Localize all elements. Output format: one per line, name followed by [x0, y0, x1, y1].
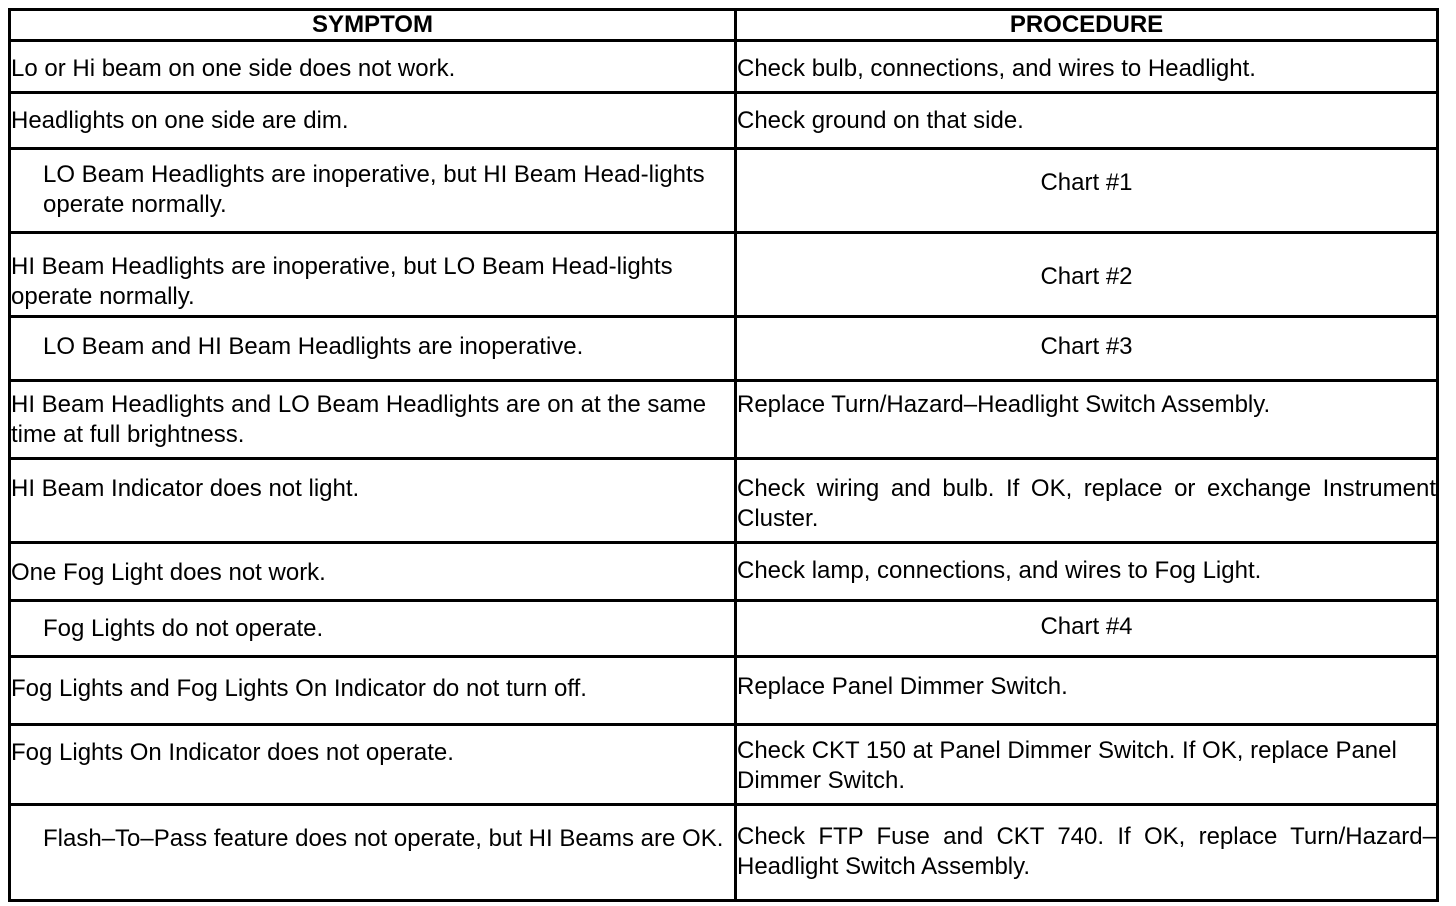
symptom-cell: One Fog Light does not work.	[10, 543, 736, 601]
symptom-cell: Fog Lights and Fog Lights On Indicator do not turn off.	[10, 657, 736, 725]
procedure-cell: Check FTP Fuse and CKT 740. If OK, replace Turn/Hazard–Headlight Switch Assembly.	[736, 805, 1438, 901]
table-row	[10, 317, 1438, 381]
table-row	[10, 805, 1438, 901]
symptom-cell: HI Beam Headlights are inoperative, but LO Beam Head-lights operate normally.	[10, 233, 736, 317]
table-row	[10, 543, 1438, 601]
symptom-cell: HI Beam Headlights and LO Beam Headlights are on at the same time at full brightness.	[10, 381, 736, 459]
symptom-cell: Headlights on one side are dim.	[10, 93, 736, 149]
procedure-cell: Replace Turn/Hazard–Headlight Switch Assembly.	[736, 381, 1438, 459]
table-row	[10, 233, 1438, 317]
table-row	[10, 601, 1438, 657]
symptom-cell: HI Beam Indicator does not light.	[10, 459, 736, 543]
table-row	[10, 459, 1438, 543]
symptom-header: SYMPTOM	[10, 10, 736, 41]
symptom-procedure-table	[8, 8, 1439, 902]
table-row	[10, 725, 1438, 805]
header-row	[10, 10, 1438, 41]
procedure-cell: Chart #1	[736, 149, 1438, 233]
procedure-cell: Chart #3	[736, 317, 1438, 381]
table-row	[10, 93, 1438, 149]
procedure-header: PROCEDURE	[736, 10, 1438, 41]
procedure-cell: Chart #4	[736, 601, 1438, 657]
symptom-cell: Fog Lights On Indicator does not operate.	[10, 725, 736, 805]
symptom-cell: Fog Lights do not operate.	[10, 601, 736, 657]
table-row	[10, 149, 1438, 233]
table-row	[10, 41, 1438, 93]
procedure-cell: Replace Panel Dimmer Switch.	[736, 657, 1438, 725]
table-row	[10, 381, 1438, 459]
symptom-cell: Flash–To–Pass feature does not operate, but HI Beams are OK.	[10, 805, 736, 901]
procedure-cell: Chart #2	[736, 233, 1438, 317]
procedure-cell: Check lamp, connections, and wires to Fog Light.	[736, 543, 1438, 601]
symptom-cell: LO Beam Headlights are inoperative, but HI Beam Head-lights operate normally.	[10, 149, 736, 233]
procedure-cell: Check CKT 150 at Panel Dimmer Switch. If OK, replace Panel Dimmer Switch.	[736, 725, 1438, 805]
symptom-cell: LO Beam and HI Beam Headlights are inoperative.	[10, 317, 736, 381]
procedure-cell: Check ground on that side.	[736, 93, 1438, 149]
symptom-cell: Lo or Hi beam on one side does not work.	[10, 41, 736, 93]
procedure-cell: Check bulb, connections, and wires to Headlight.	[736, 41, 1438, 93]
procedure-cell: Check wiring and bulb. If OK, replace or exchange Instrument Cluster.	[736, 459, 1438, 543]
table-row	[10, 657, 1438, 725]
